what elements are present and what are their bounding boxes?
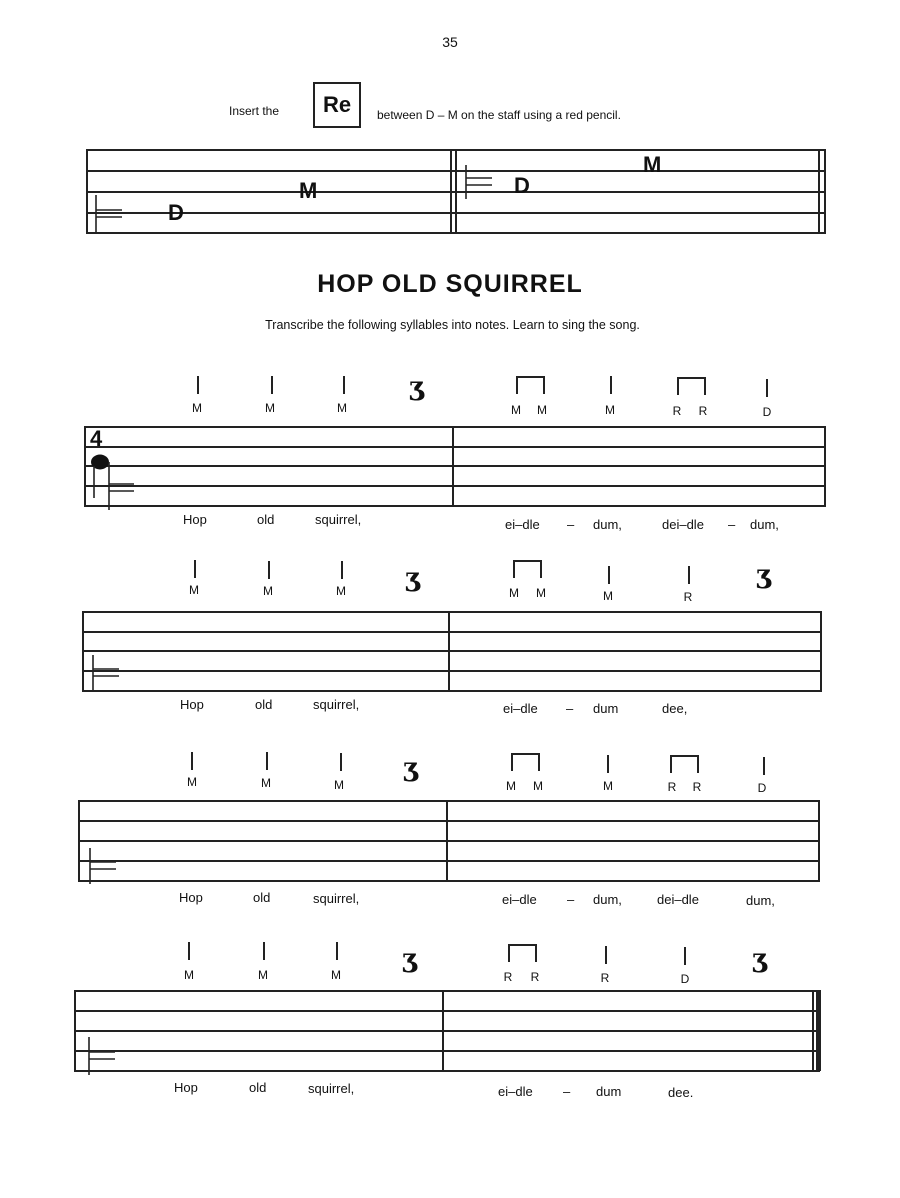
lyric: Hop <box>179 890 203 905</box>
syllable: M <box>537 403 547 417</box>
syllable: M <box>265 401 275 415</box>
exercise-m-1: M <box>299 178 318 203</box>
lyric: dum <box>593 701 619 716</box>
syllable: M <box>192 401 202 415</box>
syllable: R <box>672 404 682 418</box>
re-box: Re <box>313 82 361 128</box>
syllable: M <box>605 403 615 417</box>
lyric: old <box>255 697 273 712</box>
lyric: ei–dle <box>503 701 538 716</box>
syllable: M <box>509 586 519 600</box>
lyric: old <box>249 1080 267 1095</box>
syllable: M <box>331 968 341 982</box>
do-clef-icon <box>466 165 496 205</box>
do-clef-icon <box>90 848 120 888</box>
syllable: M <box>337 401 347 415</box>
lyric: – <box>728 517 736 532</box>
syllable: M <box>263 584 273 598</box>
lyric: Hop <box>180 697 204 712</box>
syllable: M <box>184 968 194 982</box>
syllable: R <box>698 404 708 418</box>
lyric: dum, <box>593 517 622 532</box>
lyric: ei–dle <box>498 1084 533 1099</box>
syllable: R <box>692 780 702 794</box>
lyric: dum <box>596 1084 622 1099</box>
lyric: dee, <box>662 701 688 716</box>
lyric: – <box>567 517 575 532</box>
lyric: Hop <box>183 512 207 527</box>
lyric: squirrel, <box>313 891 360 906</box>
quarter-rest-icon: ʒ <box>405 563 420 593</box>
exercise-m-2: M <box>643 152 662 177</box>
song-subtitle: Transcribe the following syllables into notes. Learn to sing the song. <box>265 318 640 332</box>
lyric: dum, <box>593 892 622 907</box>
lyric: squirrel, <box>308 1081 355 1096</box>
lyric: Hop <box>174 1080 198 1095</box>
syllable: R <box>667 780 677 794</box>
lyric: – <box>563 1084 571 1099</box>
do-clef-icon <box>96 195 126 235</box>
lyric: dum, <box>746 893 775 908</box>
syllable: M <box>536 586 546 600</box>
time-signature: 4 <box>90 426 103 451</box>
lyric: old <box>257 512 275 527</box>
quarter-rest-icon: ʒ <box>403 753 418 783</box>
lyric: squirrel, <box>313 697 360 712</box>
song-title: HOP OLD SQUIRREL <box>317 270 583 298</box>
syllable: M <box>533 779 543 793</box>
syllable: M <box>506 779 516 793</box>
syllable: R <box>683 590 693 604</box>
syllable: M <box>603 589 613 603</box>
do-clef-icon <box>93 655 123 695</box>
quarter-note-icon <box>90 452 140 514</box>
quarter-rest-icon: ʒ <box>402 944 417 974</box>
syllable: D <box>762 405 772 419</box>
lyric: ei–dle <box>502 892 537 907</box>
quarter-rest-icon: ʒ <box>756 560 771 590</box>
syllable: D <box>757 781 767 795</box>
syllable: D <box>680 972 690 986</box>
lyric: squirrel, <box>315 512 362 527</box>
lyric: ei–dle <box>505 517 540 532</box>
syllable: M <box>603 779 613 793</box>
lyric: – <box>566 701 574 716</box>
instruction-before: Insert the <box>229 104 280 118</box>
lyric: – <box>567 892 575 907</box>
syllable: R <box>600 971 610 985</box>
quarter-rest-icon: ʒ <box>409 372 424 402</box>
syllable: M <box>511 403 521 417</box>
syllable: M <box>336 584 346 598</box>
syllable: R <box>530 970 540 984</box>
syllable: R <box>503 970 513 984</box>
syllable: M <box>187 775 197 789</box>
syllable: M <box>189 583 199 597</box>
lyric: dei–dle <box>657 892 699 907</box>
lyric: old <box>253 890 271 905</box>
lyric: dee. <box>668 1085 694 1100</box>
syllable: M <box>334 778 344 792</box>
instruction-after: between D – M on the staff using a red pencil. <box>377 108 621 122</box>
page-number: 35 <box>442 34 458 50</box>
lyric: dei–dle <box>662 517 704 532</box>
lyric: dum, <box>750 517 779 532</box>
syllable: M <box>258 968 268 982</box>
exercise-d-2: D <box>514 173 530 198</box>
syllable: M <box>261 776 271 790</box>
exercise-d-1: D <box>168 200 184 225</box>
quarter-rest-icon: ʒ <box>752 944 767 974</box>
do-clef-icon <box>89 1037 119 1077</box>
